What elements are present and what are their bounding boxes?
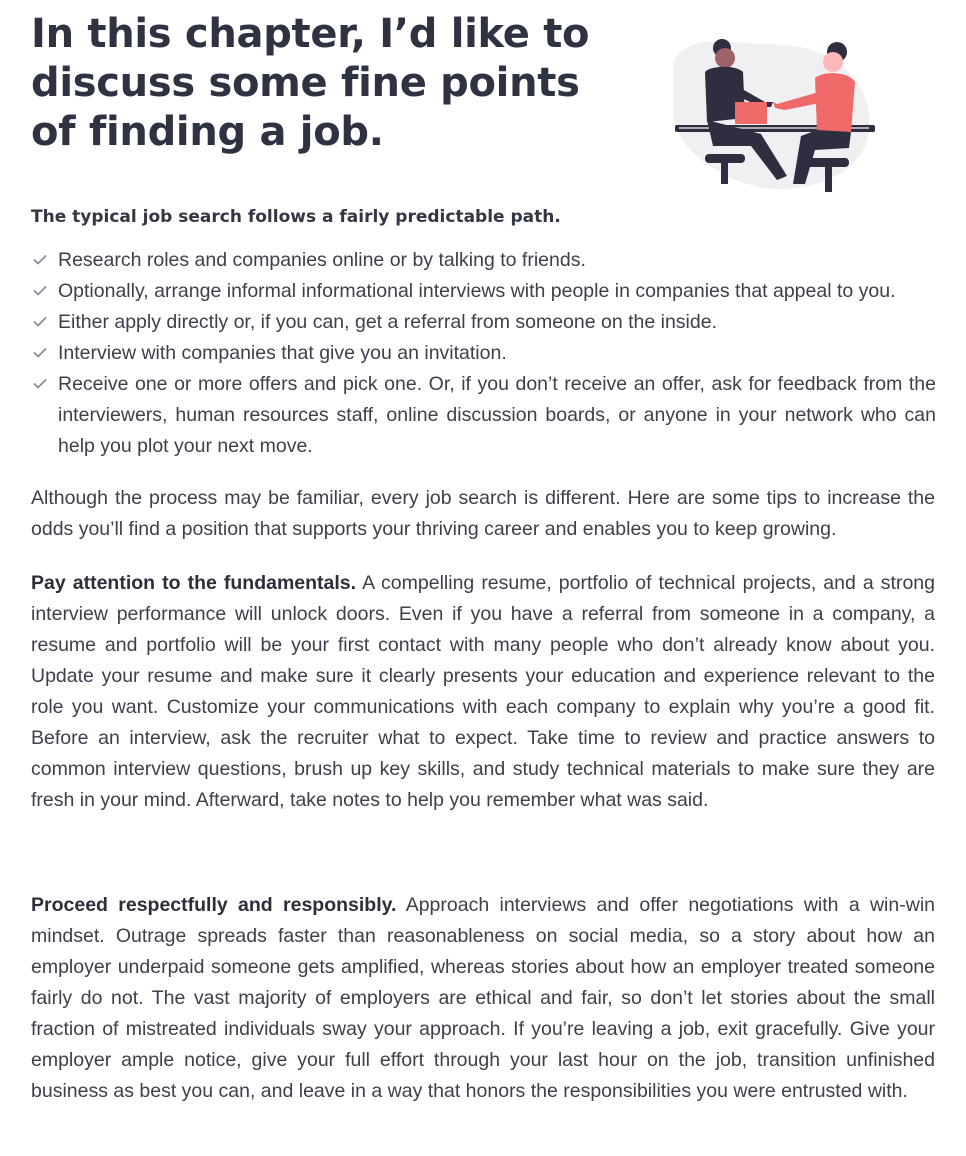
left-person-head xyxy=(715,48,735,68)
check-icon xyxy=(33,347,47,359)
left-stool-leg xyxy=(721,162,728,184)
overview-text: Although the process may be familiar, every job search is different. Here are some tips to increase the odds you’ll find a position that supports your thriving career and enables you to keep growing. xyxy=(31,487,935,540)
overview-paragraph xyxy=(31,483,935,545)
check-icon xyxy=(33,316,47,328)
intro-lead: The typical job search follows a fairly predictable path. xyxy=(31,207,561,227)
right-stool-leg xyxy=(825,166,832,192)
fundamentals-paragraph xyxy=(31,568,935,816)
check-icon xyxy=(33,378,47,390)
check-icon xyxy=(33,254,47,266)
list-item-text: Optionally, arrange informal informational interviews with people in companies that appeal to you. xyxy=(58,280,896,302)
list-item xyxy=(31,307,936,338)
list-item xyxy=(31,369,936,462)
right-person-head xyxy=(823,52,843,72)
respect-paragraph xyxy=(31,890,935,1107)
list-item xyxy=(31,338,936,369)
laptop xyxy=(735,102,767,124)
list-item-text: Receive one or more offers and pick one. Or, if you don’t receive an offer, ask for feedback from the interviewers, human resources staff, online discussion boards, or anyone in your network who can help you plot your next move. xyxy=(58,373,936,457)
fundamentals-body: A compelling resume, portfolio of technical projects, and a strong interview performance will unlock doors. Even if you have a referral from someone in a company, a resume and portfolio will be your first contact with many people who don’t already know about you. Update your resume and make sure it clearly presents your education and experience relevant to the role you want. Customize your communications with each company to explain why you’re a good fit. Before an interview, ask the recruiter what to expect. Take time to review and practice answers to common interview questions, brush up key skills, and study technical materials to make sure they are fresh in your mind. Afterward, take notes to help you remember what was said. xyxy=(31,572,935,811)
steps-list xyxy=(31,245,936,462)
list-item-text: Research roles and companies online or by talking to friends. xyxy=(58,249,586,271)
left-stool xyxy=(705,154,745,163)
check-icon xyxy=(33,285,47,297)
list-item xyxy=(31,245,936,276)
list-item xyxy=(31,276,936,307)
list-item-text: Interview with companies that give you an invitation. xyxy=(58,342,507,364)
fundamentals-heading: Pay attention to the fundamentals. xyxy=(31,572,357,594)
list-item-text: Either apply directly or, if you can, get a referral from someone on the inside. xyxy=(58,311,718,333)
respect-heading: Proceed respectfully and responsibly. xyxy=(31,894,397,916)
handshake-illustration-icon xyxy=(665,36,885,198)
page-title: In this chapter, I’d like to discuss some fine points of finding a job. xyxy=(31,11,590,155)
respect-body: Approach interviews and offer negotiations with a win-win mindset. Outrage spreads faster than reasonableness on social media, so a story about how an employer underpaid someone gets amplified, whereas stories about how an employer treated someone fairly do not. The vast majority of employers are ethical and fair, so don’t let stories about the small fraction of mistreated individuals sway your approach. If you’re leaving a job, exit gracefully. Give your employer ample notice, give your full effort through your last hour on the job, transition unfinished business as best you can, and leave in a way that honors the responsibilities you were entrusted with. xyxy=(31,894,935,1102)
